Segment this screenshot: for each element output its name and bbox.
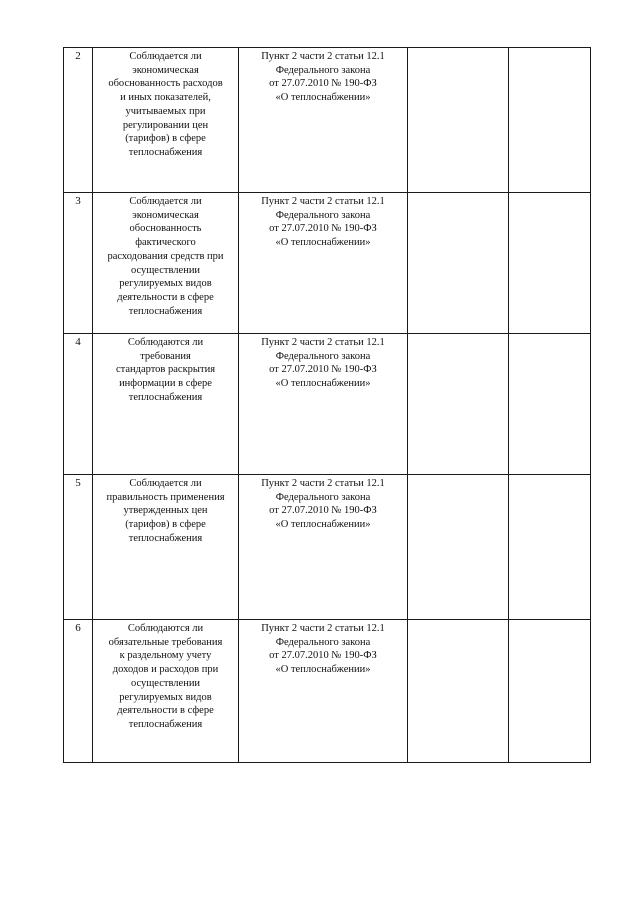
answer-cell bbox=[408, 334, 509, 475]
answer-cell bbox=[408, 475, 509, 620]
legal-reference-cell: Пункт 2 части 2 статьи 12.1 Федерального закона от 27.07.2010 № 190-ФЗ «О теплоснабжении» bbox=[239, 334, 408, 475]
question-cell: Соблюдается ли экономическая обоснованность расходов и иных показателей, учитываемых при регулировании цен (тарифов) в сфере теплоснабжения bbox=[93, 48, 239, 193]
legal-reference-cell: Пункт 2 части 2 статьи 12.1 Федерального закона от 27.07.2010 № 190-ФЗ «О теплоснабжении» bbox=[239, 193, 408, 334]
legal-reference-cell: Пункт 2 части 2 статьи 12.1 Федерального закона от 27.07.2010 № 190-ФЗ «О теплоснабжении» bbox=[239, 48, 408, 193]
table-row bbox=[64, 193, 591, 334]
row-number-cell: 4 bbox=[64, 334, 93, 475]
question-cell: Соблюдается ли экономическая обоснованность фактического расходования средств при осуществлении регулируемых видов деятельности в сфере теплоснабжения bbox=[93, 193, 239, 334]
answer-cell bbox=[408, 48, 509, 193]
table-row bbox=[64, 48, 591, 193]
answer-cell bbox=[408, 193, 509, 334]
row-number-cell: 3 bbox=[64, 193, 93, 334]
question-cell: Соблюдается ли правильность применения утвержденных цен (тарифов) в сфере теплоснабжения bbox=[93, 475, 239, 620]
table-row bbox=[64, 334, 591, 475]
note-cell bbox=[509, 193, 591, 334]
note-cell bbox=[509, 334, 591, 475]
table-row bbox=[64, 620, 591, 763]
checklist-table bbox=[63, 47, 591, 763]
note-cell bbox=[509, 475, 591, 620]
row-number-cell: 2 bbox=[64, 48, 93, 193]
legal-reference-cell: Пункт 2 части 2 статьи 12.1 Федерального закона от 27.07.2010 № 190-ФЗ «О теплоснабжении» bbox=[239, 620, 408, 763]
legal-reference-cell: Пункт 2 части 2 статьи 12.1 Федерального закона от 27.07.2010 № 190-ФЗ «О теплоснабжении» bbox=[239, 475, 408, 620]
table-row bbox=[64, 475, 591, 620]
row-number-cell: 6 bbox=[64, 620, 93, 763]
question-cell: Соблюдаются ли обязательные требования к раздельному учету доходов и расходов при осуществлении регулируемых видов деятельности в сфере теплоснабжения bbox=[93, 620, 239, 763]
note-cell bbox=[509, 48, 591, 193]
answer-cell bbox=[408, 620, 509, 763]
row-number-cell: 5 bbox=[64, 475, 93, 620]
note-cell bbox=[509, 620, 591, 763]
question-cell: Соблюдаются ли требования стандартов раскрытия информации в сфере теплоснабжения bbox=[93, 334, 239, 475]
